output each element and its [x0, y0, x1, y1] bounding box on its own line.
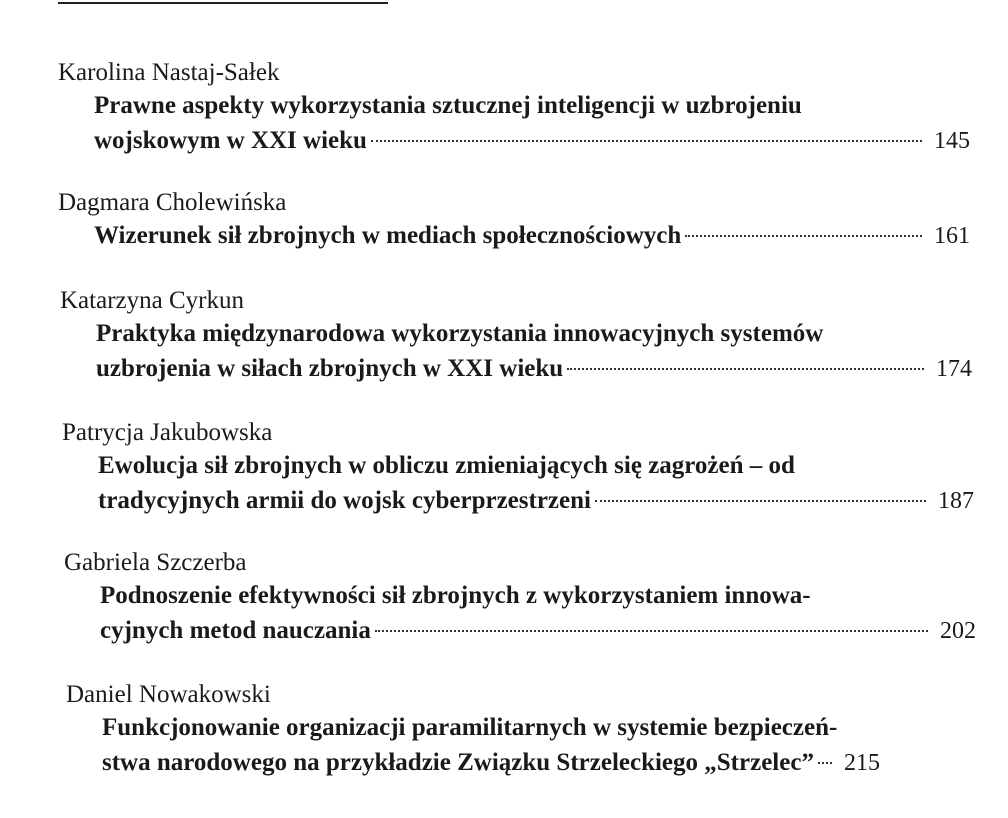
- dot-leader: [595, 500, 926, 502]
- page-number: 174: [936, 356, 972, 382]
- entry-author: Katarzyna Cyrkun: [60, 287, 244, 314]
- toc-entry: [66, 680, 978, 781]
- dot-leader: [818, 762, 832, 764]
- entry-title-tail: uzbrojenia w siłach zbrojnych w XXI wieku: [96, 355, 564, 382]
- entry-author: Karolina Nastaj-Sałek: [58, 59, 280, 86]
- page-number: 187: [938, 488, 974, 514]
- toc-entry: [58, 58, 970, 159]
- entry-title-line: Funkcjonowanie organizacji paramilitarnych w systemie bezpieczeń-: [102, 714, 838, 741]
- page-number: 215: [843, 750, 880, 776]
- entry-title-line: Prawne aspekty wykorzystania sztucznej inteligencji w uzbrojeniu: [94, 92, 802, 119]
- entry-title-tail: cyjnych metod nauczania: [100, 617, 371, 644]
- toc-entry: [58, 188, 970, 254]
- entry-author: Gabriela Szczerba: [64, 549, 247, 576]
- dot-leader: [371, 140, 922, 142]
- entry-title-last-line: [94, 218, 970, 254]
- entry-title[interactable]: [96, 316, 972, 387]
- dot-leader: [567, 368, 924, 370]
- dot-leader: [375, 630, 928, 632]
- entry-author: Dagmara Cholewińska: [58, 189, 287, 216]
- entry-title-tail: Wizerunek sił zbrojnych w mediach społecznościowych: [94, 222, 682, 249]
- entry-author: Patrycja Jakubowska: [62, 419, 273, 446]
- page-number: 145: [934, 128, 970, 154]
- page-number: 202: [940, 618, 976, 644]
- entry-title-tail: stwa narodowego na przykładzie Związku Strzeleckiego „Strzelec”: [102, 749, 814, 776]
- toc-entry: [64, 548, 976, 649]
- entry-title-line: Podnoszenie efektywności sił zbrojnych z wykorzystaniem innowa-: [100, 582, 811, 609]
- entry-title-last-line: [94, 123, 970, 159]
- entry-title-last-line: [102, 745, 978, 781]
- entry-title[interactable]: [100, 578, 976, 649]
- dot-leader: [685, 235, 922, 237]
- entry-title[interactable]: [102, 710, 978, 781]
- entry-author: Daniel Nowakowski: [66, 681, 271, 708]
- entry-title[interactable]: [94, 218, 970, 254]
- entry-title-line: Ewolucja sił zbrojnych w obliczu zmieniających się zagrożeń – od: [98, 452, 795, 479]
- entry-title-last-line: [96, 351, 972, 387]
- entry-title-last-line: [98, 483, 974, 519]
- toc-entry: [60, 286, 972, 387]
- top-rule: [58, 2, 388, 4]
- entry-title-line: Praktyka międzynarodowa wykorzystania innowacyjnych systemów: [96, 320, 824, 347]
- entry-title[interactable]: [94, 88, 970, 159]
- page-number: 161: [934, 223, 970, 249]
- entry-title-tail: wojskowym w XXI wieku: [94, 127, 367, 154]
- toc-entry: [62, 418, 974, 519]
- entry-title-last-line: [100, 613, 976, 649]
- entry-title-tail: tradycyjnych armii do wojsk cyberprzestrzeni: [98, 487, 591, 514]
- entry-title[interactable]: [98, 448, 974, 519]
